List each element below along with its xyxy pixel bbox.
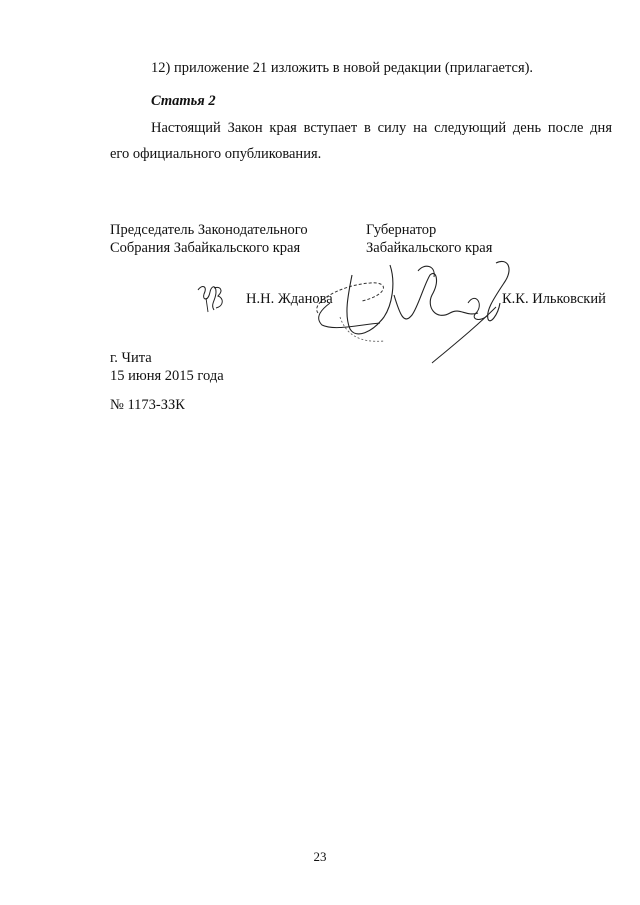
place-of-signing: г. Чита — [110, 350, 152, 366]
left-signatory-title-line-2: Собрания Забайкальского края — [110, 240, 301, 256]
law-number: № 1173-ЗЗК — [110, 397, 185, 413]
signing-date: 15 июня 2015 года — [110, 368, 224, 384]
right-signatory-name: К.К. Ильковский — [502, 291, 606, 307]
article-heading: Статья 2 — [151, 93, 216, 109]
left-signatory-title-line-1: Председатель Законодательного — [110, 222, 308, 238]
paragraph-line-1: Настоящий Закон края вступает в силу на следующий день после дня — [151, 120, 612, 136]
right-signatory-title-line-2: Забайкальского края — [366, 240, 493, 256]
left-signatory-name: Н.Н. Жданова — [246, 291, 333, 307]
left-signature-handwriting — [194, 280, 228, 314]
right-signatory-title-line-1: Губернатор — [366, 222, 437, 238]
page-number: 23 — [313, 849, 327, 864]
paragraph-line-2: его официального опубликования. — [110, 146, 322, 162]
right-signature-handwriting — [300, 255, 525, 370]
amendment-item-12: 12) приложение 21 изложить в новой редакции (прилагается). — [151, 60, 534, 76]
